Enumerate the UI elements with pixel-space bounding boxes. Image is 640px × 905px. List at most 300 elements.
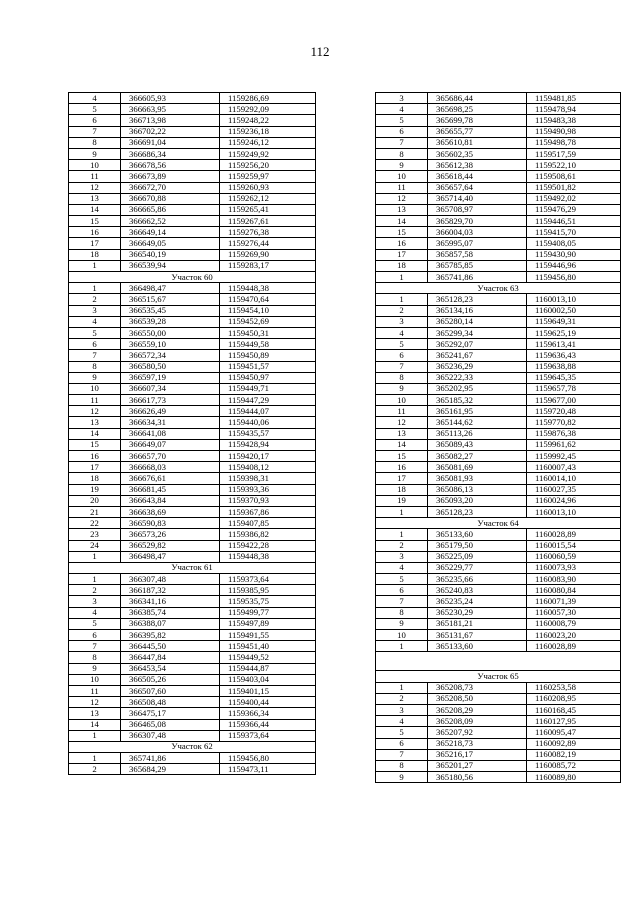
table-row (376, 716, 621, 727)
table-row (376, 272, 621, 283)
x-coordinate-cell: 366187,32 (121, 585, 220, 596)
table-row (69, 596, 316, 607)
y-coordinate-cell: 1159613,41 (527, 339, 621, 350)
table-row (69, 462, 316, 473)
x-coordinate-cell: 365093,20 (428, 495, 527, 506)
point-number-cell: 7 (376, 749, 428, 760)
point-number-cell: 2 (376, 540, 428, 551)
x-coordinate-cell: 365299,34 (428, 327, 527, 338)
y-coordinate-cell: 1159449,52 (220, 652, 316, 663)
x-coordinate-cell: 366713,98 (121, 115, 220, 126)
point-number-cell: 12 (376, 417, 428, 428)
y-coordinate-cell: 1160014,10 (527, 473, 621, 484)
x-coordinate-cell: 366686,34 (121, 148, 220, 159)
y-coordinate-cell: 1159448,38 (220, 283, 316, 294)
y-coordinate-cell: 1159398,31 (220, 473, 316, 484)
y-coordinate-cell: 1159367,86 (220, 506, 316, 517)
x-coordinate-cell: 365686,44 (428, 93, 527, 104)
x-coordinate-cell: 366676,61 (121, 473, 220, 484)
y-coordinate-cell: 1159400,44 (220, 697, 316, 708)
point-number-cell: 11 (69, 685, 121, 696)
x-coordinate-cell: 366702,22 (121, 126, 220, 137)
y-coordinate-cell: 1159283,17 (220, 260, 316, 271)
table-row (69, 104, 316, 115)
table-row (376, 216, 621, 227)
point-number-cell: 14 (376, 216, 428, 227)
x-coordinate-cell: 366498,47 (121, 283, 220, 294)
x-coordinate-cell: 365133,60 (428, 641, 527, 652)
table-row (376, 350, 621, 361)
point-number-cell: 17 (376, 473, 428, 484)
y-coordinate-cell: 1159420,17 (220, 451, 316, 462)
x-coordinate-cell: 365086,13 (428, 484, 527, 495)
table-row (69, 495, 316, 506)
y-coordinate-cell: 1159645,35 (527, 372, 621, 383)
x-coordinate-cell: 366573,26 (121, 529, 220, 540)
x-coordinate-cell: 365208,50 (428, 693, 527, 704)
point-number-cell: 9 (69, 663, 121, 674)
x-coordinate-cell: 365618,44 (428, 171, 527, 182)
section-title: Участок 64 (376, 518, 621, 529)
point-number-cell: 3 (376, 93, 428, 104)
point-number-cell: 6 (376, 126, 428, 137)
table-row (376, 339, 621, 350)
y-coordinate-cell: 1159450,31 (220, 327, 316, 338)
table-row (376, 193, 621, 204)
table-row (69, 383, 316, 394)
x-coordinate-cell: 366590,83 (121, 518, 220, 529)
point-number-cell: 1 (376, 272, 428, 283)
blank-row (376, 652, 621, 671)
table-row (69, 506, 316, 517)
table-row (69, 574, 316, 585)
y-coordinate-cell: 1159408,12 (220, 462, 316, 473)
point-number-cell: 5 (69, 327, 121, 338)
point-number-cell: 9 (376, 772, 428, 783)
x-coordinate-cell: 365208,09 (428, 716, 527, 727)
table-row (69, 193, 316, 204)
x-coordinate-cell: 366559,10 (121, 339, 220, 350)
point-number-cell: 1 (69, 551, 121, 562)
y-coordinate-cell: 1159450,97 (220, 372, 316, 383)
point-number-cell: 10 (69, 674, 121, 685)
x-coordinate-cell: 366307,48 (121, 730, 220, 741)
table-row (69, 294, 316, 305)
table-row (69, 630, 316, 641)
y-coordinate-cell: 1160089,80 (527, 772, 621, 783)
x-coordinate-cell: 366515,67 (121, 294, 220, 305)
x-coordinate-cell: 366341,16 (121, 596, 220, 607)
point-number-cell: 2 (69, 294, 121, 305)
y-coordinate-cell: 1159497,89 (220, 618, 316, 629)
x-coordinate-cell: 366649,14 (121, 227, 220, 238)
table-row (376, 462, 621, 473)
table-row (69, 137, 316, 148)
y-coordinate-cell: 1159276,38 (220, 227, 316, 238)
x-coordinate-cell: 366691,04 (121, 137, 220, 148)
table-row (69, 730, 316, 741)
point-number-cell: 2 (69, 764, 121, 775)
y-coordinate-cell: 1159249,92 (220, 148, 316, 159)
table-row (69, 451, 316, 462)
y-coordinate-cell: 1160023,20 (527, 630, 621, 641)
point-number-cell: 22 (69, 518, 121, 529)
table-row (69, 529, 316, 540)
y-coordinate-cell: 1159446,51 (527, 216, 621, 227)
x-coordinate-cell: 365218,73 (428, 738, 527, 749)
y-coordinate-cell: 1159265,41 (220, 204, 316, 215)
table-row (69, 753, 316, 764)
x-coordinate-cell: 365202,95 (428, 383, 527, 394)
y-coordinate-cell: 1160024,96 (527, 495, 621, 506)
table-row (376, 395, 621, 406)
point-number-cell: 4 (69, 93, 121, 104)
point-number-cell: 11 (376, 406, 428, 417)
y-coordinate-cell: 1159501,82 (527, 182, 621, 193)
x-coordinate-cell: 366388,07 (121, 618, 220, 629)
section-header-row (376, 671, 621, 682)
x-coordinate-cell: 365699,78 (428, 115, 527, 126)
y-coordinate-cell: 1160002,50 (527, 305, 621, 316)
section-title: Участок 65 (376, 671, 621, 682)
y-coordinate-cell: 1159473,11 (220, 764, 316, 775)
table-row (376, 618, 621, 629)
table-row (376, 506, 621, 517)
point-number-cell: 10 (376, 630, 428, 641)
point-number-cell: 4 (376, 104, 428, 115)
x-coordinate-cell: 365134,16 (428, 305, 527, 316)
x-coordinate-cell: 366508,48 (121, 697, 220, 708)
y-coordinate-cell: 1159393,36 (220, 484, 316, 495)
point-number-cell: 1 (69, 283, 121, 294)
point-number-cell: 13 (376, 428, 428, 439)
y-coordinate-cell: 1159446,96 (527, 260, 621, 271)
y-coordinate-cell: 1159992,45 (527, 451, 621, 462)
point-number-cell: 18 (69, 249, 121, 260)
y-coordinate-cell: 1159408,05 (527, 238, 621, 249)
table-row (69, 663, 316, 674)
point-number-cell: 5 (376, 574, 428, 585)
table-row (69, 148, 316, 159)
y-coordinate-cell: 1159625,19 (527, 327, 621, 338)
table-row (376, 641, 621, 652)
y-coordinate-cell: 1160071,39 (527, 596, 621, 607)
table-row (69, 126, 316, 137)
table-row (376, 227, 621, 238)
point-number-cell: 8 (376, 607, 428, 618)
x-coordinate-cell: 366617,73 (121, 395, 220, 406)
table-row (69, 484, 316, 495)
table-row (376, 104, 621, 115)
point-number-cell: 1 (376, 294, 428, 305)
point-number-cell: 12 (69, 182, 121, 193)
y-coordinate-cell: 1160027,35 (527, 484, 621, 495)
y-coordinate-cell: 1159677,00 (527, 395, 621, 406)
table-row (376, 126, 621, 137)
y-coordinate-cell: 1159517,59 (527, 148, 621, 159)
table-row (69, 674, 316, 685)
point-number-cell: 3 (376, 704, 428, 715)
x-coordinate-cell: 365657,64 (428, 182, 527, 193)
y-coordinate-cell: 1160008,79 (527, 618, 621, 629)
point-number-cell: 5 (69, 618, 121, 629)
y-coordinate-cell: 1159451,40 (220, 641, 316, 652)
x-coordinate-cell: 366673,89 (121, 171, 220, 182)
point-number-cell: 3 (376, 551, 428, 562)
y-coordinate-cell: 1159373,64 (220, 730, 316, 741)
point-number-cell: 1 (69, 730, 121, 741)
y-coordinate-cell: 1159636,43 (527, 350, 621, 361)
x-coordinate-cell: 366597,19 (121, 372, 220, 383)
x-coordinate-cell: 366395,82 (121, 630, 220, 641)
y-coordinate-cell: 1159403,04 (220, 674, 316, 685)
point-number-cell: 23 (69, 529, 121, 540)
point-number-cell: 21 (69, 506, 121, 517)
point-number-cell: 16 (376, 238, 428, 249)
y-coordinate-cell: 1159440,06 (220, 417, 316, 428)
point-number-cell: 15 (376, 227, 428, 238)
point-number-cell: 2 (376, 693, 428, 704)
x-coordinate-cell: 366465,08 (121, 719, 220, 730)
x-coordinate-cell: 365708,97 (428, 204, 527, 215)
x-coordinate-cell: 365131,67 (428, 630, 527, 641)
point-number-cell: 7 (69, 641, 121, 652)
y-coordinate-cell: 1159657,78 (527, 383, 621, 394)
x-coordinate-cell: 366641,08 (121, 428, 220, 439)
point-number-cell: 2 (376, 305, 428, 316)
table-row (376, 361, 621, 372)
point-number-cell: 11 (69, 171, 121, 182)
y-coordinate-cell: 1159720,48 (527, 406, 621, 417)
table-row (69, 708, 316, 719)
y-coordinate-cell: 1159385,95 (220, 585, 316, 596)
y-coordinate-cell: 1160028,89 (527, 529, 621, 540)
point-number-cell: 8 (376, 372, 428, 383)
point-number-cell: 5 (376, 339, 428, 350)
x-coordinate-cell: 365180,56 (428, 772, 527, 783)
x-coordinate-cell: 365612,38 (428, 160, 527, 171)
point-number-cell: 1 (69, 260, 121, 271)
x-coordinate-cell: 365082,27 (428, 451, 527, 462)
table-row (69, 316, 316, 327)
point-number-cell: 1 (376, 529, 428, 540)
point-number-cell: 3 (69, 596, 121, 607)
x-coordinate-cell: 365655,77 (428, 126, 527, 137)
x-coordinate-cell: 366681,45 (121, 484, 220, 495)
y-coordinate-cell: 1159522,10 (527, 160, 621, 171)
table-row (376, 417, 621, 428)
table-row (69, 305, 316, 316)
point-number-cell: 4 (376, 327, 428, 338)
y-coordinate-cell: 1159481,85 (527, 93, 621, 104)
point-number-cell: 3 (69, 305, 121, 316)
point-number-cell: 14 (376, 439, 428, 450)
x-coordinate-cell: 365179,50 (428, 540, 527, 551)
y-coordinate-cell: 1159470,64 (220, 294, 316, 305)
point-number-cell: 13 (69, 708, 121, 719)
y-coordinate-cell: 1159449,58 (220, 339, 316, 350)
point-number-cell: 11 (69, 395, 121, 406)
table-row (69, 93, 316, 104)
table-row (376, 585, 621, 596)
point-number-cell: 6 (376, 350, 428, 361)
y-coordinate-cell: 1159491,55 (220, 630, 316, 641)
y-coordinate-cell: 1159451,57 (220, 361, 316, 372)
section-header-row (376, 518, 621, 529)
x-coordinate-cell: 365113,26 (428, 428, 527, 439)
point-number-cell: 17 (69, 238, 121, 249)
table-row (69, 764, 316, 775)
y-coordinate-cell: 1159508,61 (527, 171, 621, 182)
table-row (69, 361, 316, 372)
point-number-cell: 9 (376, 160, 428, 171)
point-number-cell: 20 (69, 495, 121, 506)
x-coordinate-cell: 366649,05 (121, 238, 220, 249)
y-coordinate-cell: 1160060,59 (527, 551, 621, 562)
point-number-cell: 9 (69, 148, 121, 159)
x-coordinate-cell: 365133,60 (428, 529, 527, 540)
y-coordinate-cell: 1159444,07 (220, 406, 316, 417)
y-coordinate-cell: 1160082,19 (527, 749, 621, 760)
y-coordinate-cell: 1159638,88 (527, 361, 621, 372)
x-coordinate-cell: 365857,58 (428, 249, 527, 260)
x-coordinate-cell: 366540,19 (121, 249, 220, 260)
x-coordinate-cell: 366678,56 (121, 160, 220, 171)
y-coordinate-cell: 1159370,93 (220, 495, 316, 506)
y-coordinate-cell: 1159422,28 (220, 540, 316, 551)
table-row (69, 327, 316, 338)
table-row (376, 372, 621, 383)
x-coordinate-cell: 366626,49 (121, 406, 220, 417)
y-coordinate-cell: 1160080,84 (527, 585, 621, 596)
x-coordinate-cell: 366445,50 (121, 641, 220, 652)
point-number-cell: 10 (376, 171, 428, 182)
x-coordinate-cell: 365208,29 (428, 704, 527, 715)
point-number-cell: 19 (69, 484, 121, 495)
point-number-cell: 1 (376, 506, 428, 517)
table-row (69, 417, 316, 428)
table-row (376, 607, 621, 618)
point-number-cell: 18 (376, 484, 428, 495)
y-coordinate-cell: 1159447,29 (220, 395, 316, 406)
table-row (376, 204, 621, 215)
y-coordinate-cell: 1160168,45 (527, 704, 621, 715)
table-row (69, 685, 316, 696)
point-number-cell: 10 (69, 160, 121, 171)
y-coordinate-cell: 1159448,38 (220, 551, 316, 562)
y-coordinate-cell: 1159292,09 (220, 104, 316, 115)
point-number-cell: 17 (376, 249, 428, 260)
point-number-cell: 4 (69, 316, 121, 327)
x-coordinate-cell: 366663,95 (121, 104, 220, 115)
point-number-cell: 12 (69, 697, 121, 708)
y-coordinate-cell: 1159401,15 (220, 685, 316, 696)
point-number-cell: 5 (69, 104, 121, 115)
y-coordinate-cell: 1159492,02 (527, 193, 621, 204)
y-coordinate-cell: 1159267,61 (220, 216, 316, 227)
coordinates-table-left (68, 92, 316, 775)
y-coordinate-cell: 1160253,58 (527, 682, 621, 693)
table-row (376, 727, 621, 738)
x-coordinate-cell: 365785,85 (428, 260, 527, 271)
table-row (376, 495, 621, 506)
table-row (376, 148, 621, 159)
x-coordinate-cell: 365829,70 (428, 216, 527, 227)
x-coordinate-cell: 365207,92 (428, 727, 527, 738)
table-row (69, 618, 316, 629)
point-number-cell: 3 (376, 316, 428, 327)
point-number-cell: 18 (69, 473, 121, 484)
point-number-cell: 1 (69, 753, 121, 764)
y-coordinate-cell: 1159456,80 (527, 272, 621, 283)
table-row (376, 693, 621, 704)
x-coordinate-cell: 365128,23 (428, 506, 527, 517)
point-number-cell: 4 (376, 716, 428, 727)
table-row (69, 182, 316, 193)
y-coordinate-cell: 1159428,94 (220, 439, 316, 450)
table-row (376, 260, 621, 271)
table-row (69, 227, 316, 238)
y-coordinate-cell: 1159476,29 (527, 204, 621, 215)
y-coordinate-cell: 1159961,62 (527, 439, 621, 450)
x-coordinate-cell: 366539,28 (121, 316, 220, 327)
x-coordinate-cell: 365222,33 (428, 372, 527, 383)
y-coordinate-cell: 1160127,95 (527, 716, 621, 727)
table-row (376, 327, 621, 338)
y-coordinate-cell: 1160073,93 (527, 562, 621, 573)
section-title: Участок 63 (376, 283, 621, 294)
table-row (69, 350, 316, 361)
left-coordinates-column (68, 92, 316, 775)
x-coordinate-cell: 366649,07 (121, 439, 220, 450)
x-coordinate-cell: 366572,34 (121, 350, 220, 361)
point-number-cell: 15 (376, 451, 428, 462)
y-coordinate-cell: 1159276,44 (220, 238, 316, 249)
point-number-cell: 1 (69, 574, 121, 585)
y-coordinate-cell: 1159236,18 (220, 126, 316, 137)
y-coordinate-cell: 1159269,90 (220, 249, 316, 260)
point-number-cell: 16 (69, 227, 121, 238)
point-number-cell: 10 (376, 395, 428, 406)
blank-cell (376, 652, 621, 671)
x-coordinate-cell: 365240,83 (428, 585, 527, 596)
table-row (69, 372, 316, 383)
y-coordinate-cell: 1159386,82 (220, 529, 316, 540)
y-coordinate-cell: 1159373,64 (220, 574, 316, 585)
point-number-cell: 9 (376, 383, 428, 394)
point-number-cell: 10 (69, 383, 121, 394)
x-coordinate-cell: 366550,00 (121, 327, 220, 338)
point-number-cell: 12 (376, 193, 428, 204)
section-header-row (69, 741, 316, 752)
y-coordinate-cell: 1159649,31 (527, 316, 621, 327)
point-number-cell: 7 (69, 350, 121, 361)
y-coordinate-cell: 1160028,89 (527, 641, 621, 652)
table-row (376, 316, 621, 327)
x-coordinate-cell: 366505,26 (121, 674, 220, 685)
x-coordinate-cell: 365185,32 (428, 395, 527, 406)
y-coordinate-cell: 1160095,47 (527, 727, 621, 738)
point-number-cell: 13 (376, 204, 428, 215)
point-number-cell: 19 (376, 495, 428, 506)
table-row (376, 93, 621, 104)
y-coordinate-cell: 1159259,97 (220, 171, 316, 182)
table-row (376, 760, 621, 771)
y-coordinate-cell: 1159449,71 (220, 383, 316, 394)
y-coordinate-cell: 1159535,75 (220, 596, 316, 607)
point-number-cell: 15 (69, 439, 121, 450)
table-row (376, 529, 621, 540)
